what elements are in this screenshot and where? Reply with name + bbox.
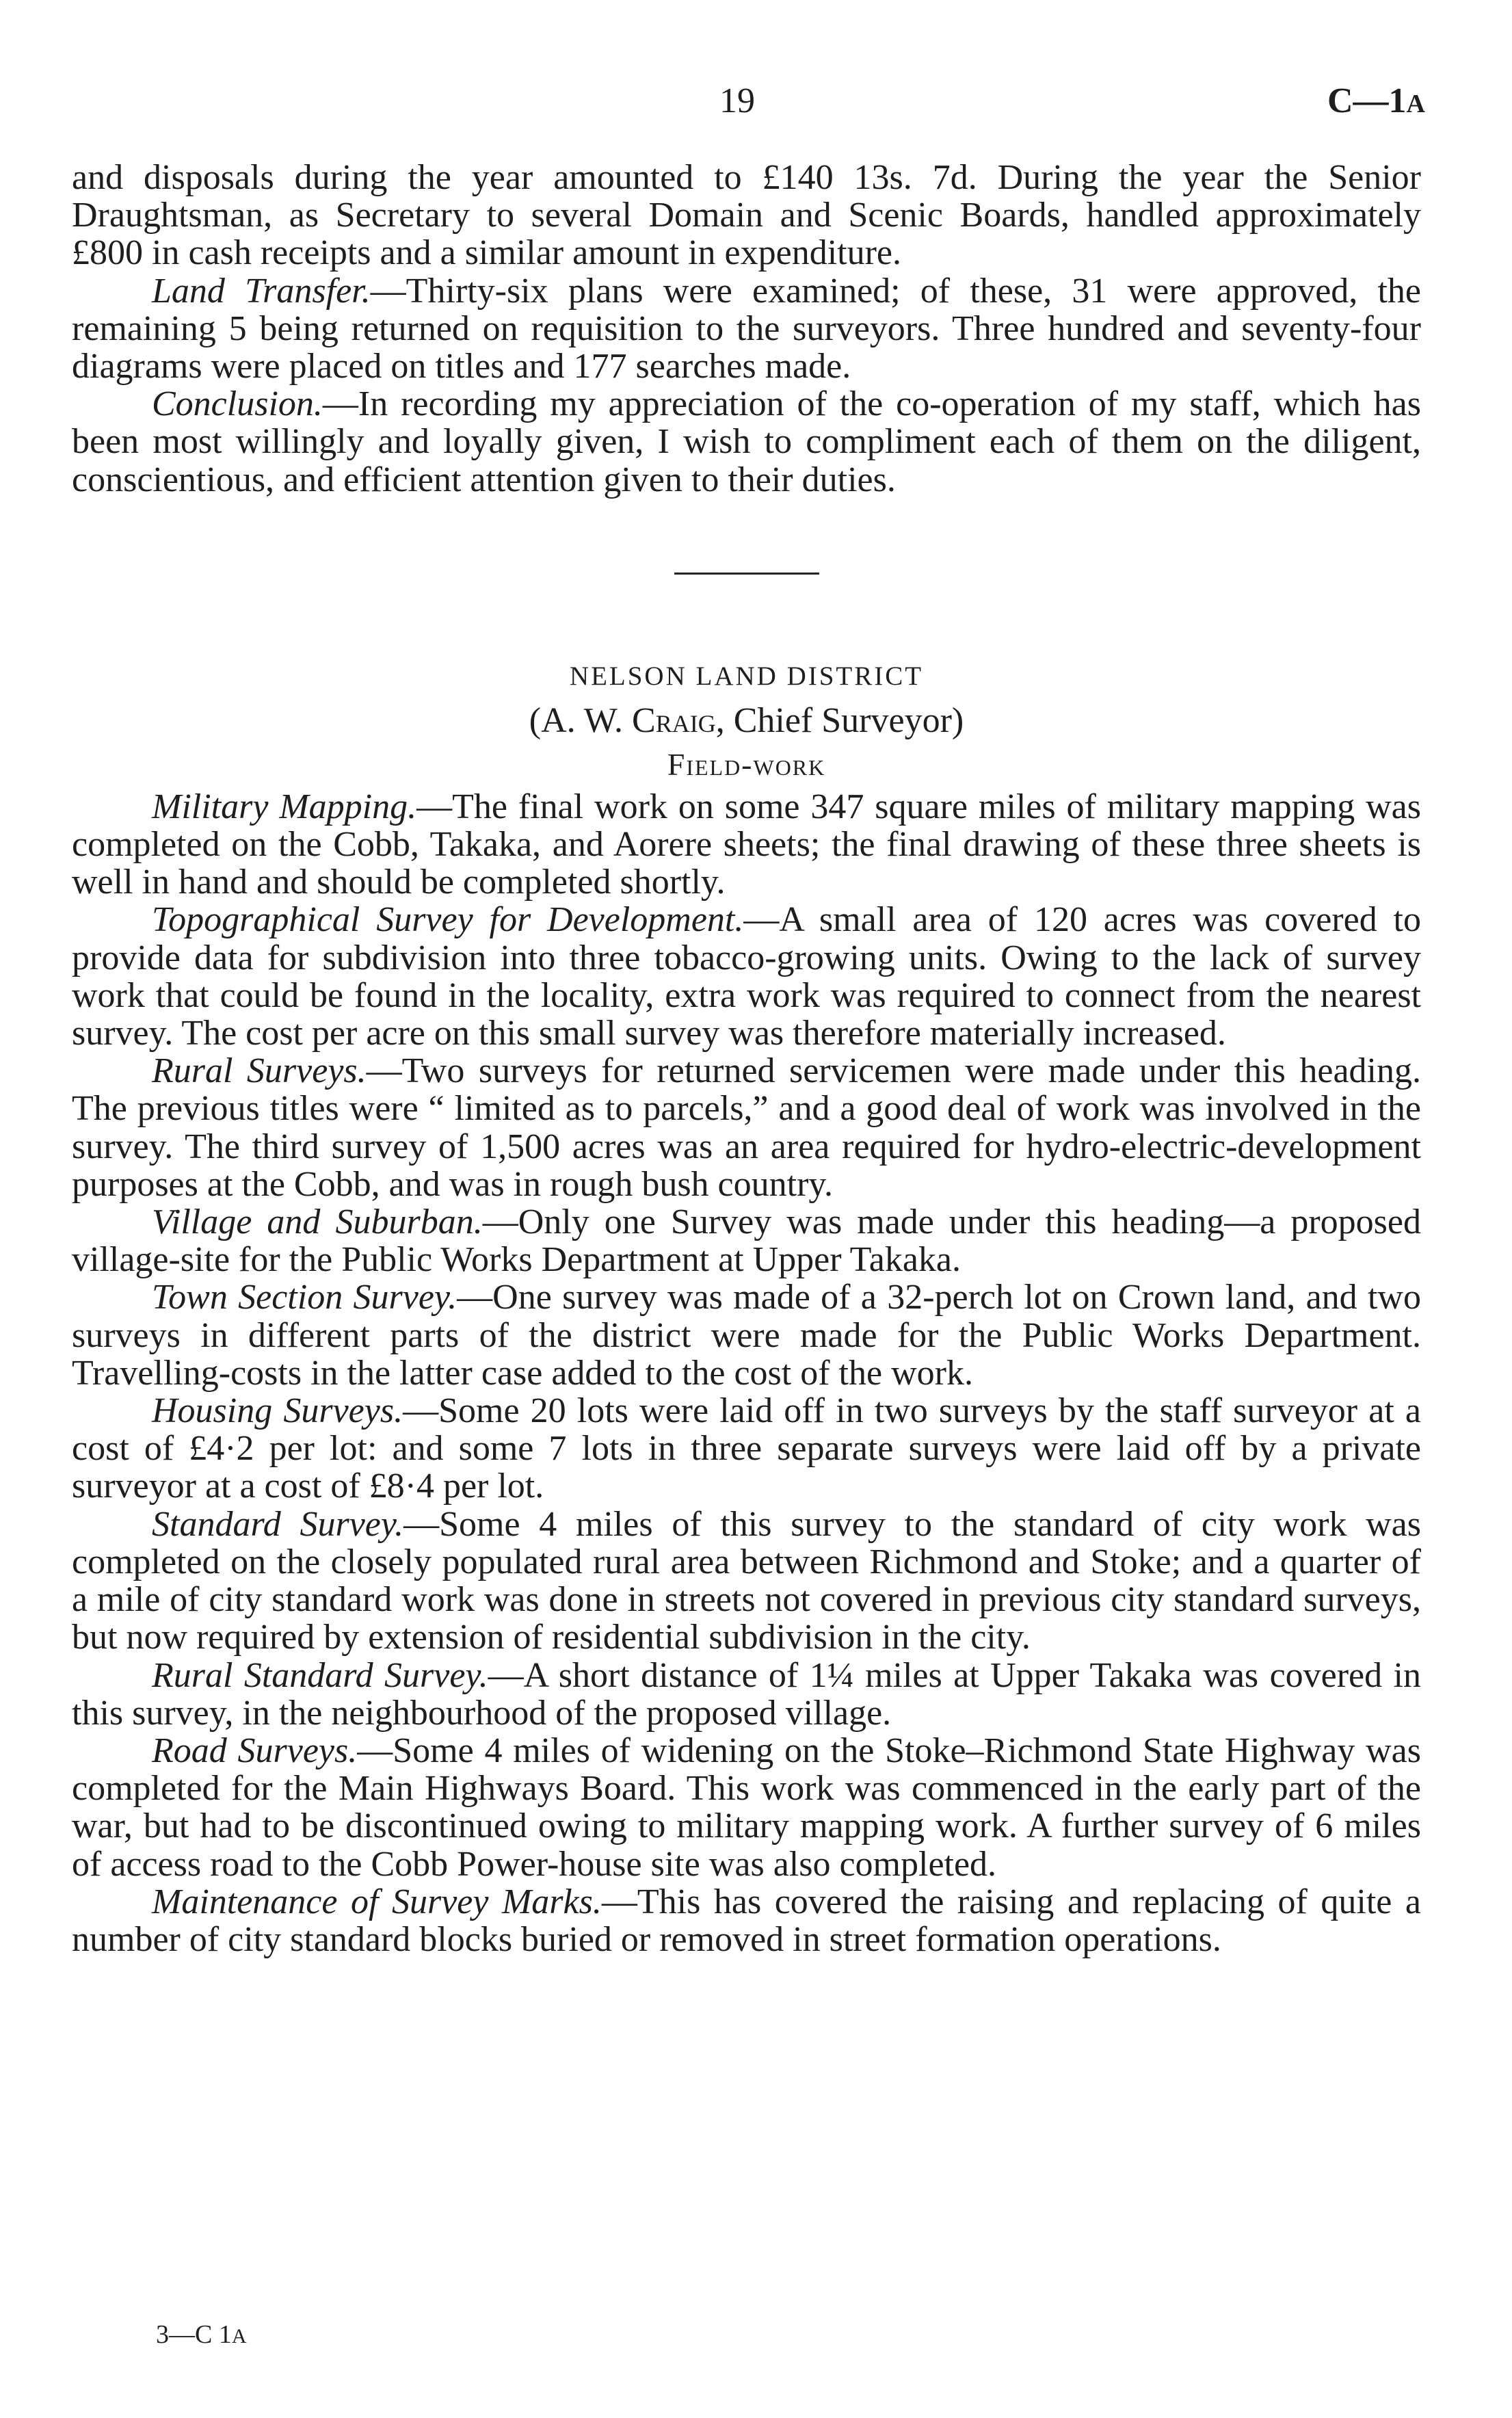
paragraph-road-surveys — [72, 1732, 1421, 1883]
paragraph-rural-surveys — [72, 1052, 1421, 1203]
document-reference — [1327, 81, 1425, 124]
document-reference-suffix: A — [1406, 90, 1425, 118]
paragraph-housing-surveys — [72, 1392, 1421, 1506]
paragraph-rural-standard-survey — [72, 1657, 1421, 1732]
paragraph-town-section-survey — [72, 1278, 1421, 1392]
document-reference-prefix: C—1 — [1327, 81, 1407, 120]
paragraph-text: —A small area of 120 acres was covered to provide data for subdivision into three tobacco-growing units. Owing to the lack of survey work that could be found in the locality, extra work was required to connect from the nearest survey. The cost per acre on this small survey was therefore materially increased. — [72, 900, 1421, 1053]
paragraph-topographical-survey — [72, 901, 1421, 1052]
paragraph-land-transfer — [72, 272, 1421, 386]
section-heading: Field-work — [667, 746, 826, 782]
paragraph-military-mapping — [72, 788, 1421, 902]
page-header — [0, 81, 1512, 122]
run-in-heading: Rural Surveys. — [152, 1051, 367, 1091]
continued-paragraph: and disposals during the year amounted to £140 13s. 7d. During the year the Senior Draughtsman, as Secretary to several Domain and Scenic Boards, handled approximately £800 in cash receipts and a similar amount in expenditure. — [72, 158, 1421, 273]
run-in-heading: Standard Survey. — [152, 1504, 404, 1544]
paragraph-text: —A short distance of 1¼ miles at Upper Takaka was covered in this survey, in the neighbourhood of the proposed village. — [72, 1655, 1422, 1733]
paragraph-text: —The final work on some 347 square miles of military mapping was completed on the Cobb, Takaka, and Aorere sheets; the final drawing of these three sheets is well in hand and should be completed shortly. — [72, 787, 1421, 902]
run-in-heading: Rural Standard Survey. — [152, 1655, 488, 1695]
paragraph-text: —Two surveys for returned servicemen were made under this heading. The previous titles were “ limited as to parcels,” and a good deal of work was involved in the survey. The third survey of 1,500 acres was an area required for hydro-electric-development purposes at the Cobb, and was in rough bush country. — [72, 1051, 1421, 1204]
paragraph-conclusion — [72, 385, 1421, 499]
run-in-heading: Housing Surveys. — [152, 1391, 403, 1431]
signature-suffix: A — [231, 2325, 247, 2348]
page-number: 19 — [719, 81, 755, 120]
paragraph-village-suburban — [72, 1203, 1421, 1278]
signature-prefix: 3—C 1 — [156, 2320, 232, 2349]
run-in-heading: Village and Suburban. — [152, 1203, 483, 1242]
run-in-heading: Land Transfer. — [152, 271, 371, 311]
paragraph-text: —In recording my appreciation of the co-operation of my staff, which has been most willingly and loyally given, I wish to compliment each of them on the diligent, conscientious, and efficient attention given to their duties. — [72, 384, 1421, 499]
paragraph-standard-survey — [72, 1506, 1421, 1657]
paragraph-maintenance-survey-marks — [72, 1883, 1421, 1958]
paragraph-text: —Some 20 lots were laid off in two surveys by the staff surveyor at a cost of £4·2 per lot: and some 7 lots in three separate surveys were laid off by a private surveyor at a cost of £8·4 per lot. — [72, 1391, 1421, 1506]
paragraph-text: —Thirty-six plans were examined; of these, 31 were approved, the remaining 5 being returned on requisition to the surveyors. Three hundred and seventy-four diagrams were placed on titles and 177 searches made. — [72, 271, 1421, 386]
run-in-heading: Conclusion. — [152, 384, 323, 424]
run-in-heading: Military Mapping. — [152, 787, 417, 826]
paragraph-text: —Some 4 miles of widening on the Stoke–Richmond State Highway was completed for the Main Highways Board. This work was commenced in the early part of the war, but had to be discontinued owing to military mapping work. A further survey of 6 miles of access road to the Cobb Power-house site was also completed. — [72, 1731, 1421, 1884]
surveyor-open: (A. W. — [529, 700, 633, 740]
paragraph-text: —One survey was made of a 32-perch lot on Crown land, and two surveys in different parts of the district were made for the Public Works Department. Travelling-costs in the latter case added to the cost of the work. — [72, 1278, 1421, 1393]
run-in-heading: Topographical Survey for Development. — [152, 900, 744, 940]
surveyor-name: Craig — [632, 700, 716, 740]
run-in-heading: Road Surveys. — [152, 1731, 358, 1770]
paragraph-text: —Only one Survey was made under this heading—a proposed village-site for the Public Works Department at Upper Takaka. — [72, 1203, 1421, 1280]
surveyor-close: , Chief Surveyor) — [715, 700, 964, 740]
run-in-heading: Maintenance of Survey Marks. — [152, 1882, 602, 1921]
printer-signature-mark — [156, 2317, 247, 2354]
section-divider — [674, 573, 819, 575]
paragraph-text: —This has covered the raising and replacing of quite a number of city standard blocks buried or removed in street formation operations. — [72, 1882, 1422, 1959]
page-body — [72, 159, 1421, 1958]
run-in-heading: Town Section Survey. — [152, 1278, 457, 1317]
district-surveyor — [72, 700, 1421, 741]
paragraph-text: —Some 4 miles of this survey to the standard of city work was completed on the closely populated rural area between Richmond and Stoke; and a quarter of a mile of city standard work was done in streets not covered in previous city standard surveys, but now required by extension of residential subdivision in the city. — [72, 1504, 1421, 1657]
district-title: NELSON LAND DISTRICT — [569, 661, 924, 691]
